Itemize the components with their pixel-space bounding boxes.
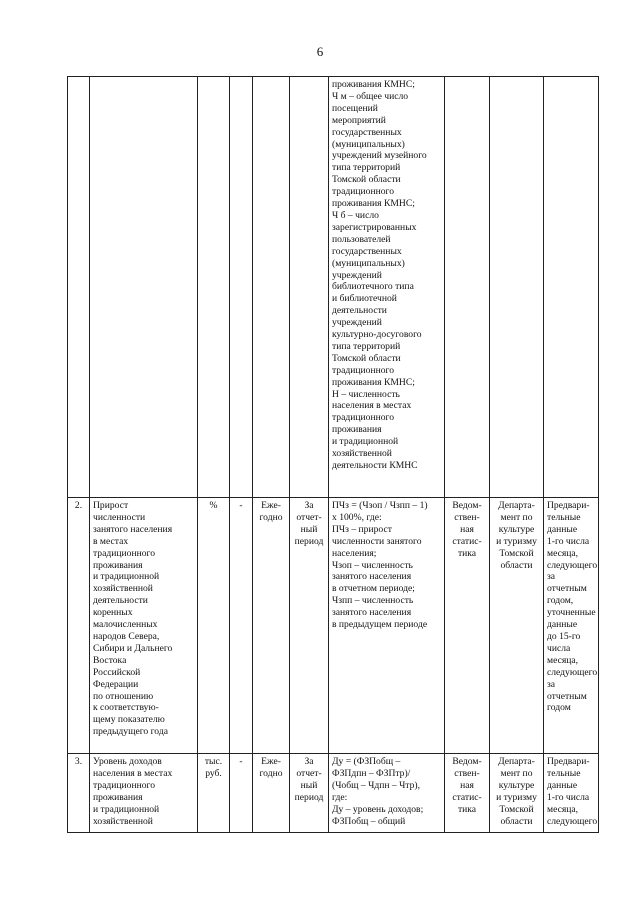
frequency-cell: Еже- годно [253, 754, 290, 833]
frequency-cell [253, 77, 290, 498]
table-row [68, 754, 599, 833]
unit-cell [198, 77, 230, 498]
row-number-cell: 3. [68, 754, 90, 833]
timing-cell: Предвари- тельные данные 1-го числа месяца, следующего за отчетным годом, уточненные данные до 15-го числа месяца, следующего за отчетным годом [544, 498, 599, 754]
dynamics-cell: - [230, 754, 253, 833]
timing-cell [544, 77, 599, 498]
indicator-name-cell: Прирост численности занятого населения в местах традиционного проживания и традиционной хозяйственной деятельности коренных малочисленных народов Севера, Сибири и Дальнего Востока Российской Федерации по отношению к соответствую- щему показателю предыдущего года [90, 498, 198, 754]
period-cell [290, 77, 329, 498]
data-source-cell: Ведом- ствен- ная статис- тика [445, 498, 490, 754]
table-row [68, 77, 599, 498]
period-cell: За отчет- ный период [290, 498, 329, 754]
frequency-cell: Еже- годно [253, 498, 290, 754]
timing-cell: Предвари- тельные данные 1-го числа месяца, следующего [544, 754, 599, 833]
responsible-cell: Департа- мент по культуре и туризму Томской области [490, 498, 544, 754]
row-number-cell [68, 77, 90, 498]
indicator-name-cell: Уровень доходов населения в местах традиционного проживания и традиционной хозяйственной [90, 754, 198, 833]
table-row [68, 498, 599, 754]
dynamics-cell [230, 77, 253, 498]
calculation-method-cell: ПЧз = (Чзоп / Чзпп – 1) х 100%, где: ПЧз – прирост численности занятого населения; Чзоп – численность занятого населения в отчетном периоде; Чзпп – численность занятого населения в предыдущем периоде [329, 498, 445, 754]
unit-cell: тыс. руб. [198, 754, 230, 833]
calculation-method-cell: Ду = (ФЗПобщ – ФЗПдпн – ФЗПтр)/ (Чобщ – Чдпн – Чтр), где: Ду – уровень доходов; ФЗПобщ – общий [329, 754, 445, 833]
calculation-method-cell: проживания КМНС; Ч м – общее число посещений мероприятий государственных (муниципальных) учреждений музейного типа территорий Томской области традиционного проживания КМНС; Ч б – число зарегистрированных пользователей государственных (муниципальных) учреждений библиотечного типа и библиотечной деятельности учреждений культурно-досугового типа территорий Томской области традиционного проживания КМНС; Н – численность населения в местах традиционного проживания и традиционной хозяйственной деятельности КМНС [329, 77, 445, 498]
data-source-cell [445, 77, 490, 498]
responsible-cell [490, 77, 544, 498]
unit-cell: % [198, 498, 230, 754]
page-number: 6 [316, 44, 324, 59]
data-source-cell: Ведом- ствен- ная статис- тика [445, 754, 490, 833]
indicator-name-cell [90, 77, 198, 498]
indicators-table [67, 76, 599, 833]
period-cell: За отчет- ный период [290, 754, 329, 833]
row-number-cell: 2. [68, 498, 90, 754]
responsible-cell: Департа- мент по культуре и туризму Томской области [490, 754, 544, 833]
dynamics-cell: - [230, 498, 253, 754]
